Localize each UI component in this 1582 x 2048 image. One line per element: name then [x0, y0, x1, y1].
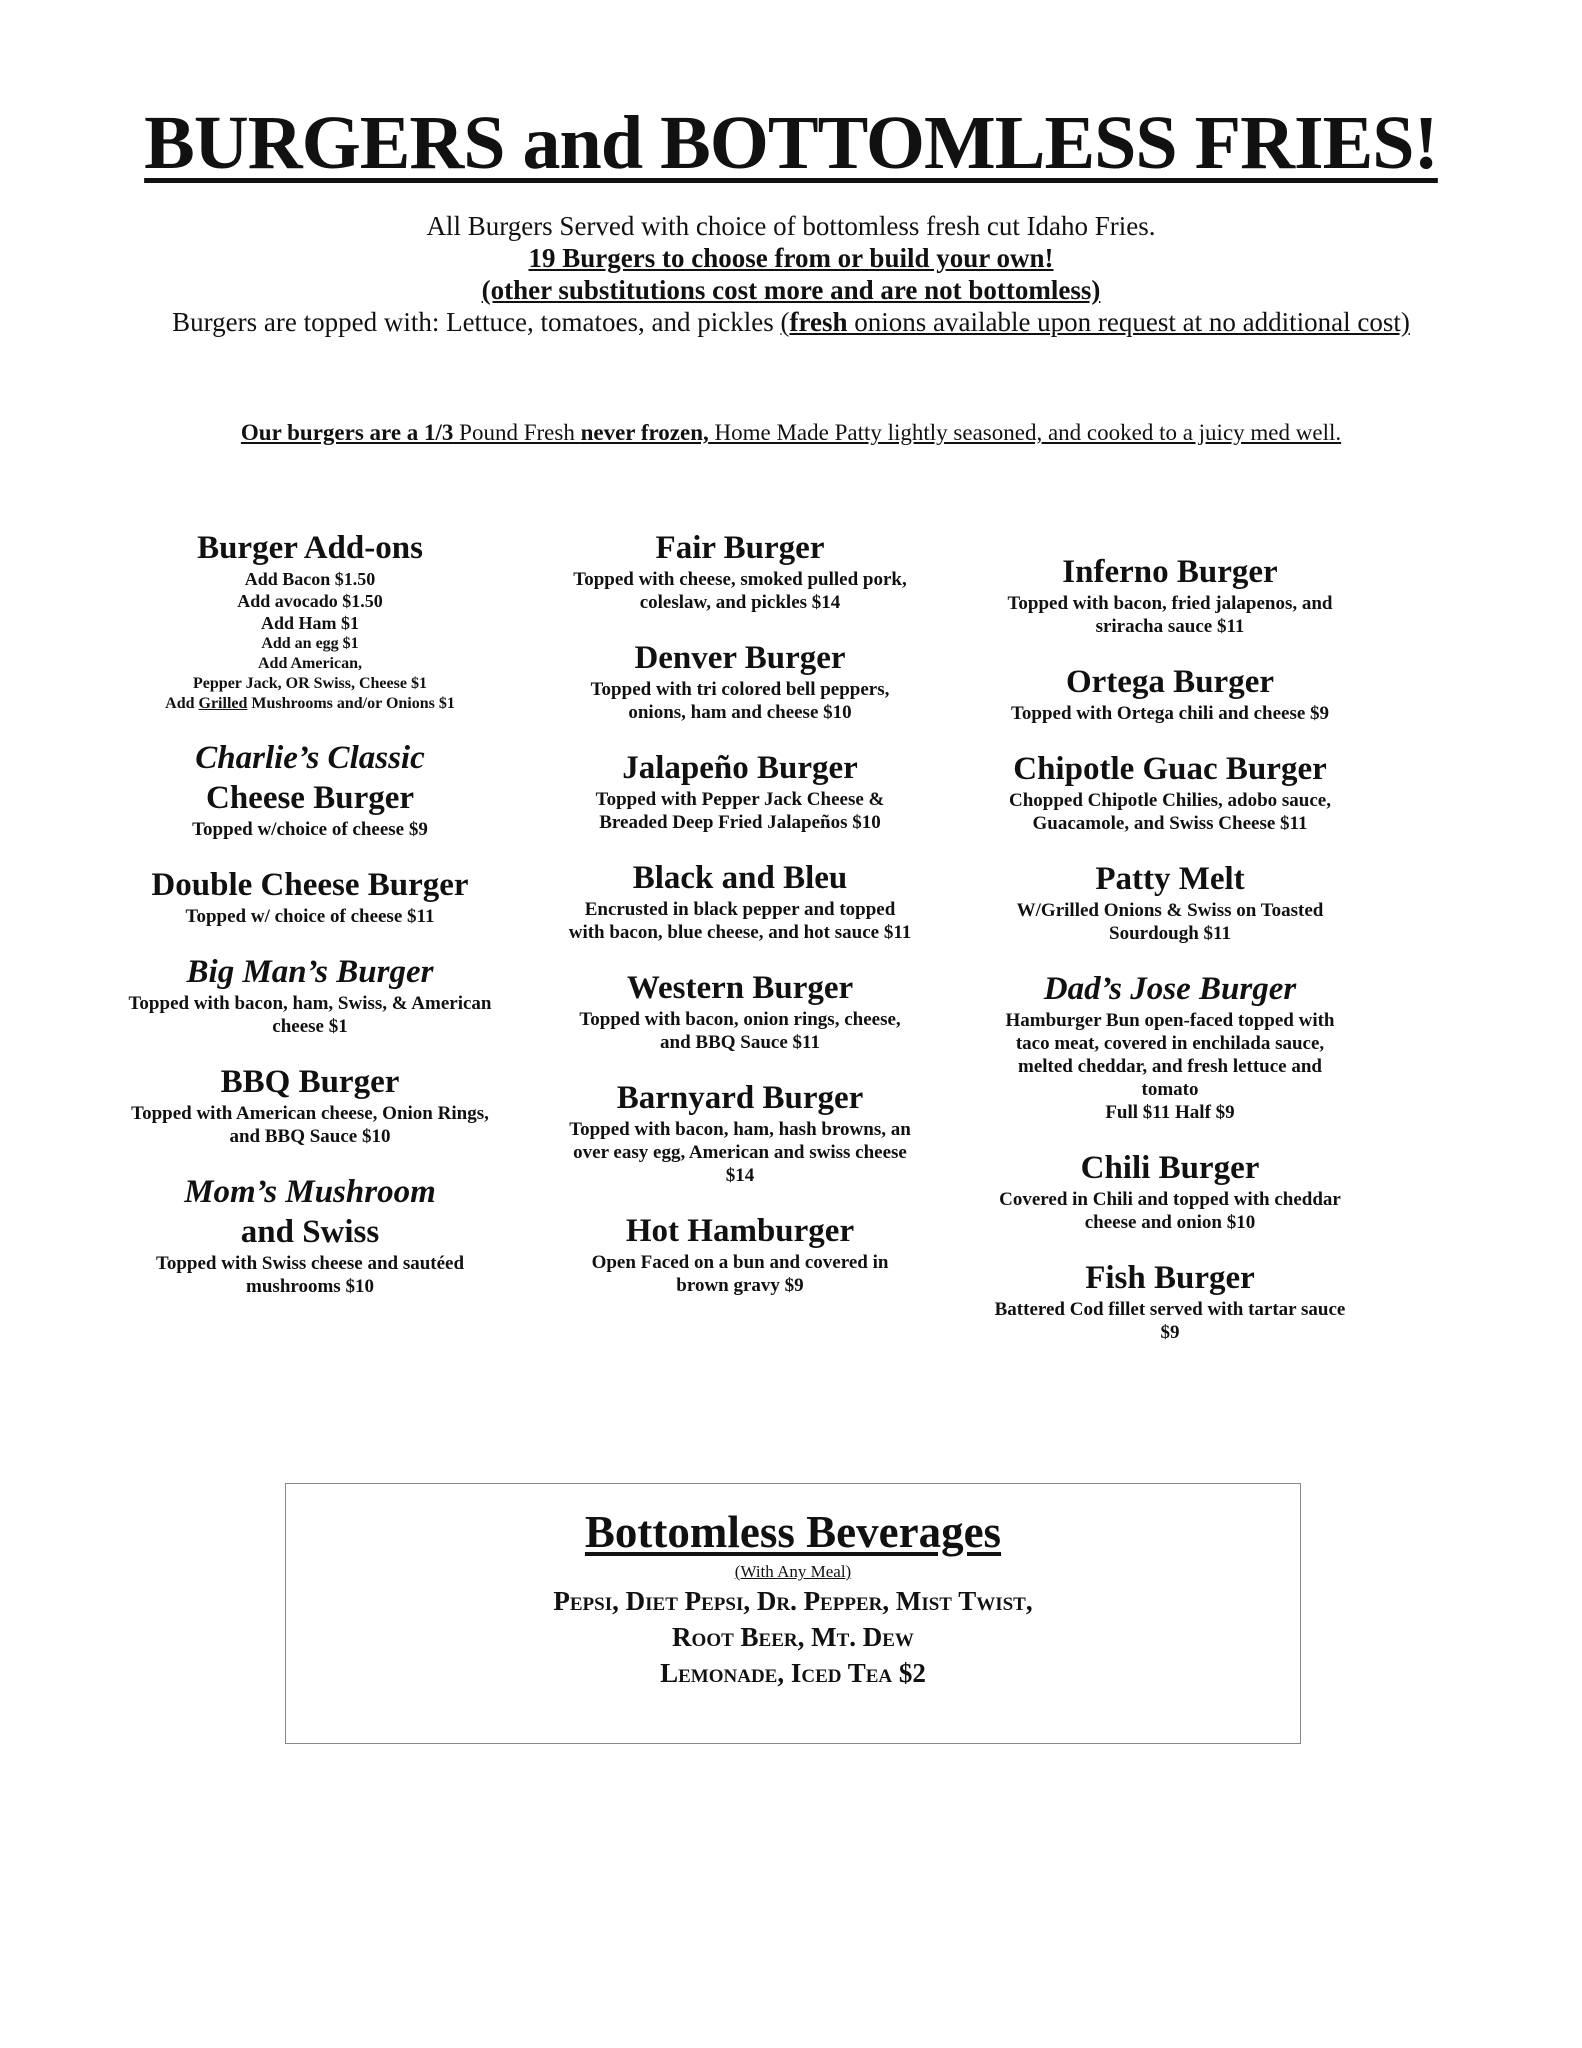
intro-line-4	[150, 306, 1432, 338]
menu-item-name: Fair Burger	[655, 530, 825, 566]
patty-weight: 1/3	[424, 420, 454, 445]
menu-item-description: Open Faced on a bun and covered in brown gravy $9	[591, 1252, 889, 1296]
menu-item	[560, 528, 920, 614]
menu-item	[560, 1078, 920, 1187]
menu-item-description: Topped w/choice of cheese $9	[192, 819, 428, 840]
intro-line-3: (other substitutions cost more and are not bottomless)	[481, 275, 1101, 305]
menu-item	[560, 1211, 920, 1297]
beverages-title: Bottomless Beverages	[584, 1507, 1002, 1557]
menu-item	[980, 969, 1360, 1124]
addon-cheese-b: Pepper Jack, OR Swiss, Cheese $1	[193, 675, 427, 692]
menu-item	[560, 858, 920, 944]
menu-item-description: Topped with bacon, fried jalapenos, and sriracha sauce $11	[1007, 593, 1333, 637]
menu-item-name: Charlie’s Classic	[195, 740, 425, 776]
intro-line-1: All Burgers Served with choice of bottomless fresh cut Idaho Fries.	[426, 211, 1156, 241]
addon-egg: Add an egg $1	[261, 635, 359, 652]
menu-item-name: Cheese Burger	[205, 780, 415, 816]
menu-item-description: Hamburger Bun open-faced topped with taco meat, covered in enchilada sauce, melted cheddar, and fresh lettuce and tomato	[1005, 1010, 1335, 1100]
menu-item-description: Chopped Chipotle Chilies, adobo sauce, Guacamole, and Swiss Cheese $11	[1008, 790, 1331, 834]
menu-item-description: Topped with bacon, onion rings, cheese, and BBQ Sauce $11	[579, 1009, 901, 1053]
menu-item-description: Topped with bacon, ham, Swiss, & American cheese $1	[128, 993, 492, 1037]
addon-grilled-a: Add	[165, 695, 199, 712]
menu-item-name: Inferno Burger	[1062, 554, 1278, 590]
beverages-line-1: Pepsi, Diet Pepsi, Dr. Pepper, Mist Twist,	[553, 1586, 1033, 1616]
menu-item-name: Double Cheese Burger	[151, 867, 469, 903]
menu-item-name: Dad’s Jose Burger	[1043, 971, 1297, 1007]
beverages-subtitle: (With Any Meal)	[734, 1562, 852, 1581]
menu-item	[120, 1062, 500, 1148]
patty-description	[150, 418, 1432, 447]
patty-text-c: Pound Fresh	[453, 420, 581, 445]
menu-item-name: Ortega Burger	[1065, 664, 1274, 700]
menu-item-description: Topped with bacon, ham, hash browns, an over easy egg, American and swiss cheese $14	[569, 1119, 911, 1186]
beverages-line-3: Lemonade, Iced Tea $2	[660, 1658, 926, 1688]
menu-item-description: Topped with cheese, smoked pulled pork, coleslaw, and pickles $14	[573, 569, 907, 613]
menu-item-name: Chili Burger	[1080, 1150, 1260, 1186]
patty-text-a: Our burgers are a	[240, 420, 425, 445]
onion-note-open: (	[780, 307, 790, 337]
onion-note-fresh: fresh	[789, 307, 848, 337]
addon-grilled-c: Mushrooms and/or Onions $1	[247, 695, 455, 712]
menu-item-name: Fish Burger	[1085, 1260, 1255, 1296]
addon-grilled	[120, 694, 500, 714]
menu-item	[980, 749, 1360, 835]
intro-block	[150, 210, 1432, 338]
menu-item	[560, 968, 920, 1054]
menu-item-name: Patty Melt	[1095, 861, 1245, 897]
menu-item-description: Topped with Pepper Jack Cheese & Breaded Deep Fried Jalapeños $10	[595, 789, 885, 833]
menu-item-description: Topped with American cheese, Onion Rings, and BBQ Sauce $10	[131, 1103, 489, 1147]
menu-item-name: Hot Hamburger	[625, 1213, 855, 1249]
menu-item-description: Topped with tri colored bell peppers, onions, ham and cheese $10	[590, 679, 890, 723]
menu-item-name: Denver Burger	[634, 640, 846, 676]
addons-title: Burger Add-ons	[197, 530, 423, 566]
menu-item-description: Topped w/ choice of cheese $11	[185, 906, 435, 927]
menu-item-name: and Swiss	[240, 1214, 380, 1250]
menu-column-middle	[560, 528, 920, 1321]
menu-item	[120, 865, 500, 928]
menu-column-right	[980, 552, 1360, 1368]
menu-item	[120, 1172, 500, 1298]
onion-note-rest: onions available upon request at no additional cost)	[847, 307, 1410, 337]
patty-text-e: Home Made Patty lightly seasoned, and cooked to a juicy med well.	[708, 420, 1342, 445]
menu-item	[980, 1258, 1360, 1344]
addon-ham: Add Ham $1	[260, 613, 359, 633]
beverages-line-2: Root Beer, Mt. Dew	[672, 1622, 914, 1652]
menu-column-left	[120, 528, 500, 1322]
addon-grilled-b: Grilled	[198, 695, 248, 712]
menu-item	[980, 1148, 1360, 1234]
addon-cheese-a: Add American,	[258, 655, 362, 672]
menu-item	[120, 952, 500, 1038]
menu-item	[560, 748, 920, 834]
menu-item-description: Encrusted in black pepper and topped with bacon, blue cheese, and hot sauce $11	[568, 899, 912, 943]
menu-item-name: BBQ Burger	[220, 1064, 400, 1100]
menu-item	[120, 738, 500, 841]
menu-item-price: Full $11 Half $9	[1105, 1102, 1235, 1123]
addon-avocado: Add avocado $1.50	[237, 591, 383, 611]
menu-item-description: Topped with Swiss cheese and sautéed mushrooms $10	[155, 1253, 465, 1297]
menu-item-name: Black and Bleu	[632, 860, 848, 896]
menu-item-description: Topped with Ortega chili and cheese $9	[1010, 703, 1330, 724]
menu-item-description: Battered Cod fillet served with tartar sauce $9	[994, 1299, 1346, 1343]
menu-item	[980, 662, 1360, 725]
menu-item-name: Western Burger	[626, 970, 854, 1006]
toppings-text: Burgers are topped with: Lettuce, tomatoes, and pickles	[172, 307, 781, 337]
patty-never-frozen: never frozen,	[580, 420, 709, 445]
addons-section	[120, 528, 500, 714]
menu-item	[980, 859, 1360, 945]
menu-item-name: Big Man’s Burger	[186, 954, 434, 990]
menu-item-description: W/Grilled Onions & Swiss on Toasted Sourdough $11	[1016, 900, 1324, 944]
addon-bacon: Add Bacon $1.50	[244, 569, 376, 589]
menu-item-name: Chipotle Guac Burger	[1013, 751, 1327, 787]
intro-line-2: 19 Burgers to choose from or build your own!	[528, 243, 1054, 273]
menu-item-name: Mom’s Mushroom	[184, 1174, 436, 1210]
menu-item-description: Covered in Chili and topped with cheddar cheese and onion $10	[999, 1189, 1341, 1233]
beverages-box	[285, 1483, 1301, 1744]
menu-item-name: Jalapeño Burger	[622, 750, 858, 786]
menu-item	[980, 552, 1360, 638]
menu-title: BURGERS and BOTTOMLESS FRIES!	[144, 101, 1438, 185]
menu-item-name: Barnyard Burger	[616, 1080, 864, 1116]
menu-item	[560, 638, 920, 724]
